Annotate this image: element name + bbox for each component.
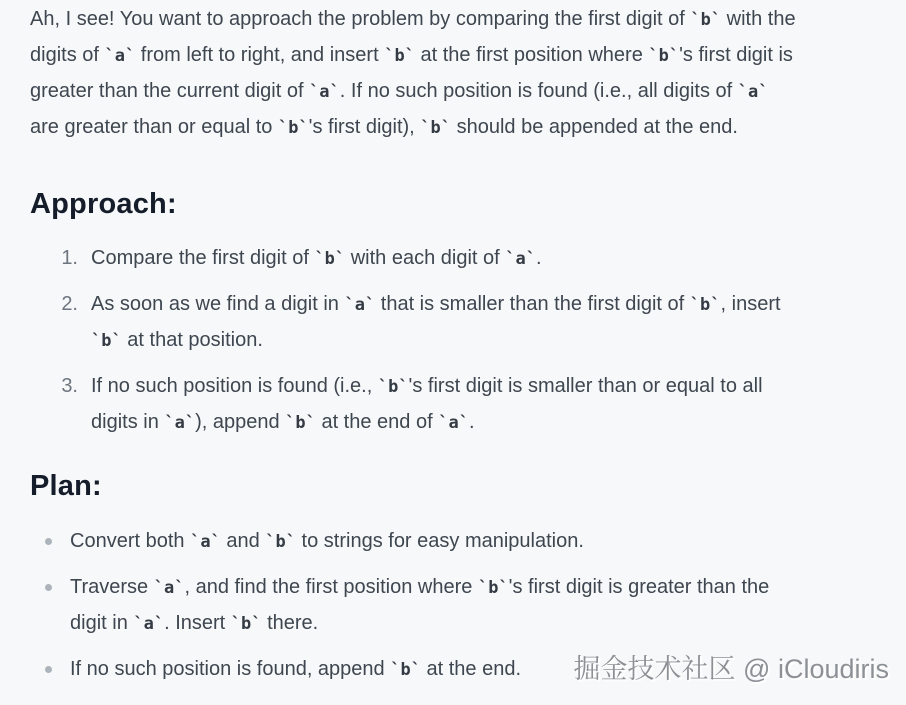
watermark: 掘金技术社区 @ iCloudiris — [573, 654, 889, 684]
list-item — [30, 241, 876, 277]
inline-code: `b` — [265, 532, 296, 552]
text-run: 's first digit is smaller than or equal to all digits in — [91, 375, 763, 433]
approach-heading: Approach: — [30, 188, 177, 220]
inline-code: `b` — [477, 578, 509, 598]
text-run: Compare the first digit of — [91, 247, 315, 269]
intro-paragraph — [30, 2, 796, 146]
bullet-icon — [45, 584, 52, 591]
approach-list — [30, 241, 876, 441]
inline-code: `a` — [164, 413, 196, 433]
inline-code: `b` — [314, 249, 346, 269]
text-run: and — [220, 530, 266, 552]
text-run: 's first digit is greater than the digit in — [70, 576, 770, 634]
text-run: at the end. — [420, 658, 522, 680]
list-number: 2. — [61, 293, 78, 315]
text-run: If no such position is found (i.e., — [91, 375, 378, 397]
text-run: that is smaller than the first digit of — [375, 293, 690, 315]
text-run: , and find the first position where — [184, 576, 478, 598]
text-run: As soon as we find a digit in — [91, 293, 345, 315]
text-run: to strings for easy manipulation. — [296, 530, 584, 552]
list-item-text — [91, 369, 793, 441]
plan-heading: Plan: — [30, 470, 102, 502]
inline-code: `b` — [390, 660, 421, 680]
text-run: 's first digit), — [308, 116, 421, 138]
text-run: . If no such position is found (i.e., all digits of — [339, 80, 738, 102]
list-item — [30, 524, 876, 560]
inline-code: `b` — [689, 295, 721, 315]
inline-code: `b` — [648, 46, 680, 66]
list-item — [30, 369, 876, 441]
text-run: Ah, I see! You want to approach the problem by comparing the first digit of — [30, 8, 691, 30]
list-number: 1. — [61, 247, 78, 269]
inline-code: `a` — [438, 413, 469, 433]
inline-code: `a` — [190, 532, 221, 552]
text-run: with the digits of — [30, 8, 796, 66]
list-item-text — [70, 570, 784, 642]
inline-code: `a` — [104, 46, 136, 66]
list-number: 3. — [61, 375, 78, 397]
text-run: Traverse — [70, 576, 154, 598]
text-run: at the end of — [315, 411, 439, 433]
text-run: at the first position where — [414, 44, 649, 66]
text-run: with each digit of — [345, 247, 506, 269]
inline-code: `a` — [505, 249, 536, 269]
text-run: there. — [261, 612, 319, 634]
text-run: Convert both — [70, 530, 191, 552]
inline-code: `a` — [737, 82, 769, 102]
inline-code: `b` — [690, 10, 722, 30]
inline-code: `b` — [285, 413, 316, 433]
list-item — [30, 287, 876, 359]
inline-code: `b` — [377, 377, 409, 397]
text-run: are greater than or equal to — [30, 116, 278, 138]
text-run: 's first digit is greater than the current digit of — [30, 44, 793, 102]
inline-code: `a` — [133, 614, 165, 634]
inline-code: `b` — [277, 118, 309, 138]
list-item-text — [70, 524, 784, 560]
inline-code: `b` — [230, 614, 262, 634]
text-run: . — [535, 247, 542, 269]
text-run: at that position. — [121, 329, 263, 351]
list-item-text — [91, 287, 793, 359]
text-run: ), append — [195, 411, 286, 433]
text-run: from left to right, and insert — [135, 44, 385, 66]
bullet-icon — [45, 666, 52, 673]
inline-code: `b` — [420, 118, 452, 138]
inline-code: `a` — [309, 82, 340, 102]
text-run: . — [468, 411, 475, 433]
text-run: . Insert — [164, 612, 231, 634]
text-run: , insert — [720, 293, 781, 315]
list-item — [30, 570, 876, 642]
text-run: should be appended at the end. — [451, 116, 738, 138]
inline-code: `a` — [344, 295, 376, 315]
inline-code: `a` — [153, 578, 185, 598]
inline-code: `b` — [384, 46, 415, 66]
list-item-text — [91, 241, 793, 277]
bullet-icon — [45, 538, 52, 545]
text-run: If no such position is found, append — [70, 658, 391, 680]
inline-code: `b` — [91, 331, 122, 351]
